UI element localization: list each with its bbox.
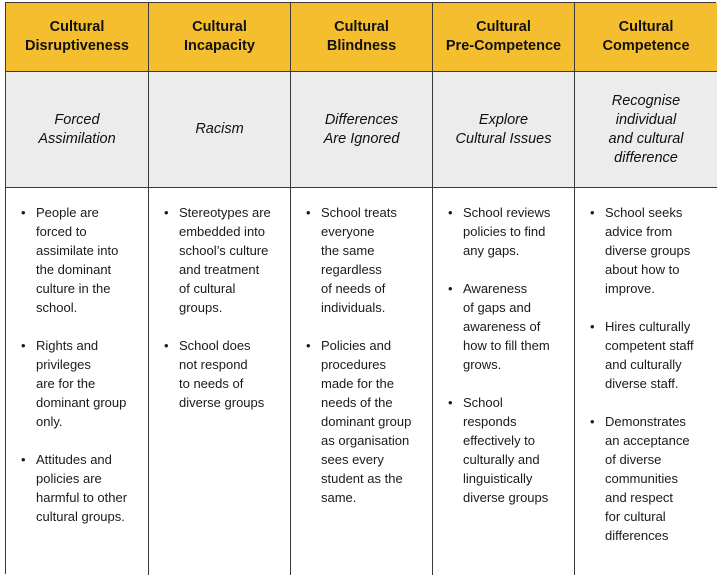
list-item: • Demonstrates an acceptance of diverse communities and respect for cultural differences [590,412,711,545]
list-item: • School does not respond to needs of diverse groups [164,336,284,412]
bullet-list [448,203,568,507]
list-item: • School seeks advice from diverse groups about how to improve. [590,203,711,298]
header-cultural-disruptiveness: Cultural Disruptiveness [6,3,149,72]
list-item: • Attitudes and policies are harmful to other cultural groups. [21,450,142,526]
column-1-points [6,188,149,575]
bullet-list [306,203,426,507]
bullet-list [590,203,711,545]
list-item: • People are forced to assimilate into the dominant culture in the school. [21,203,142,317]
column-5-points [575,188,717,575]
header-cultural-blindness: Cultural Blindness [291,3,433,72]
subheader-forced-assimilation: Forced Assimilation [6,72,149,188]
list-item: • Stereotypes are embedded into school’s culture and treatment of cultural groups. [164,203,284,317]
list-item: • Awareness of gaps and awareness of how to fill them grows. [448,279,568,374]
subheader-explore-cultural-issues: Explore Cultural Issues [433,72,575,188]
subheader-differences-ignored: Differences Are Ignored [291,72,433,188]
list-item: • Policies and procedures made for the needs of the dominant group as organisation sees every student as the same. [306,336,426,507]
list-item: • School responds effectively to culturally and linguistically diverse groups [448,393,568,507]
list-item: • Rights and privileges are for the dominant group only. [21,336,142,431]
column-3-points [291,188,433,575]
subheader-racism: Racism [149,72,291,188]
header-cultural-pre-competence: Cultural Pre-Competence [433,3,575,72]
list-item: • School treats everyone the same regardless of needs of individuals. [306,203,426,317]
bullet-list [21,203,142,526]
list-item: • Hires culturally competent staff and culturally diverse staff. [590,317,711,393]
header-cultural-incapacity: Cultural Incapacity [149,3,291,72]
column-4-points [433,188,575,575]
header-cultural-competence: Cultural Competence [575,3,717,72]
list-item: • School reviews policies to find any gaps. [448,203,568,260]
column-2-points [149,188,291,575]
subheader-recognise-difference: Recognise individual and cultural difference [575,72,717,188]
cultural-competence-table [5,2,716,574]
bullet-list [164,203,284,412]
